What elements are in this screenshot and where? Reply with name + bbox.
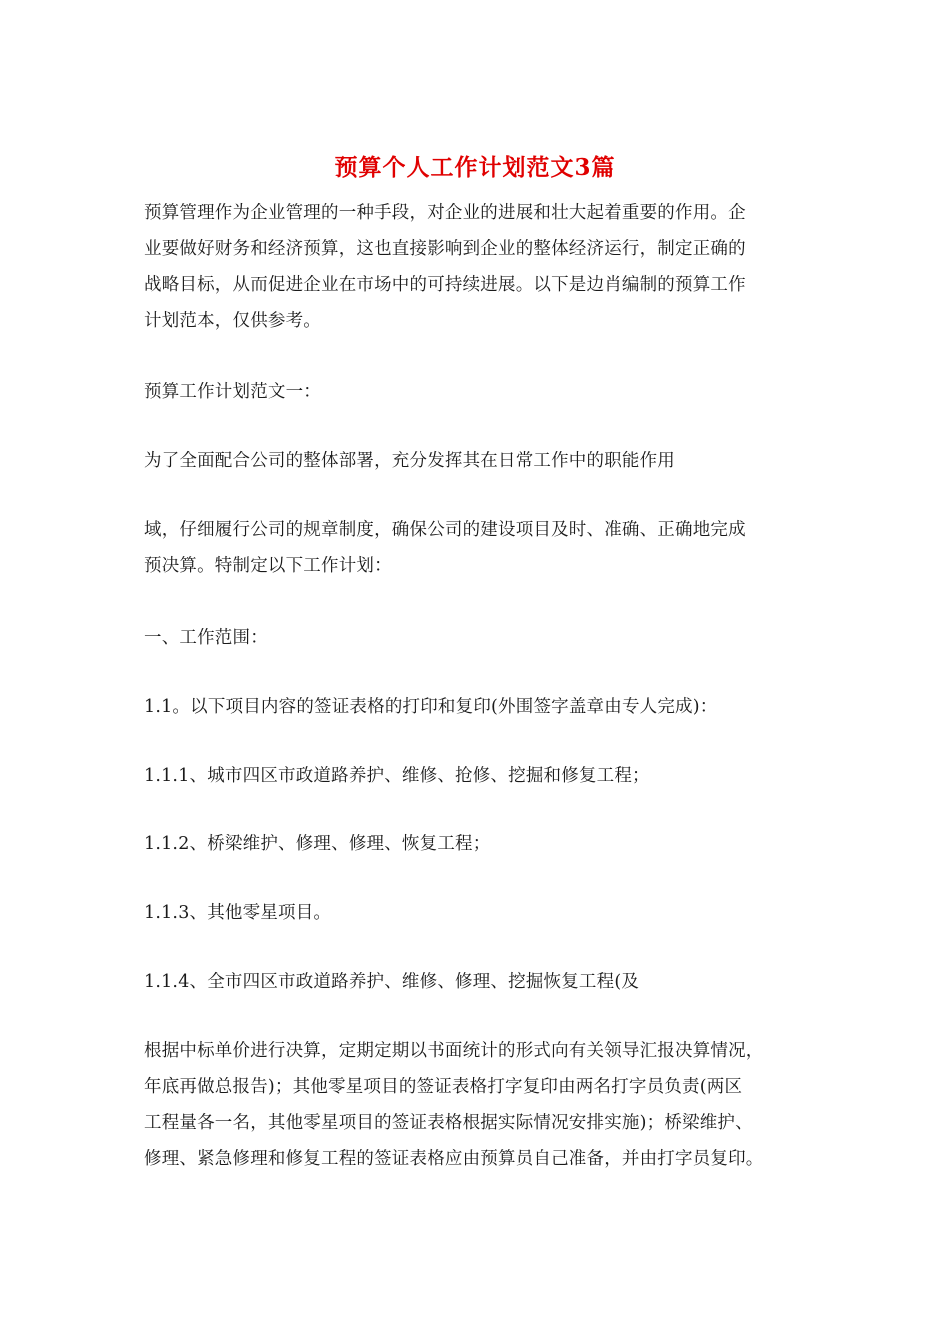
intro-line: 业要做好财务和经济预算，这也直接影响到企业的整体经济运行，制定正确的 <box>144 239 746 259</box>
document-title: 预算个人工作计划范文3篇 <box>334 154 616 181</box>
item-1-1-2 <box>144 826 804 862</box>
settlement-line: 修理、紧急修理和修复工程的签证表格应由预算员自己准备，并由打字员复印。 <box>144 1149 764 1169</box>
item-1-1 <box>144 689 804 725</box>
intro-line: 计划范本，仅供参考。 <box>144 311 321 331</box>
section-heading-text: 预算工作计划范文一： <box>144 382 321 402</box>
purpose-line: 预决算。特制定以下工作计划： <box>144 556 392 576</box>
settlement-line: 根据中标单价进行决算，定期定期以书面统计的形式向有关领导汇报决算情况， <box>144 1041 764 1061</box>
item-text: 1.1.4、全市四区市政道路养护、维修、修理、挖掘恢复工程(及 <box>144 972 640 992</box>
item-1-1-3 <box>144 895 804 931</box>
purpose-line: 域，仔细履行公司的规章制度，确保公司的建设项目及时、准确、正确地完成 <box>144 520 746 540</box>
intro-line: 战略目标，从而促进企业在市场中的可持续进展。以下是边肖编制的预算工作 <box>144 275 746 295</box>
item-text: 1.1.3、其他零星项目。 <box>144 903 332 923</box>
purpose-line: 为了全面配合公司的整体部署，充分发挥其在日常工作中的职能作用 <box>144 451 675 471</box>
scope-heading <box>144 620 804 656</box>
section-heading <box>144 374 804 410</box>
purpose-paragraph-1 <box>144 443 804 479</box>
settlement-paragraph <box>144 1033 804 1177</box>
item-text: 1.1。以下项目内容的签证表格的打印和复印(外围签字盖章由专人完成)： <box>144 697 718 717</box>
intro-paragraph <box>144 195 804 339</box>
settlement-line: 工程量各一名，其他零星项目的签证表格根据实际情况安排实施)；桥梁维护、 <box>144 1113 753 1133</box>
scope-heading-text: 一、工作范围： <box>144 628 268 648</box>
intro-line: 预算管理作为企业管理的一种手段，对企业的进展和壮大起着重要的作用。企 <box>144 203 746 223</box>
item-text: 1.1.2、桥梁维护、修理、修理、恢复工程； <box>144 834 491 854</box>
settlement-line: 年底再做总报告)；其他零星项目的签证表格打字复印由两名打字员负责(两区 <box>144 1077 743 1097</box>
item-1-1-4 <box>144 964 804 1000</box>
item-1-1-1 <box>144 758 804 794</box>
item-text: 1.1.1、城市四区市政道路养护、维修、抢修、挖掘和修复工程； <box>144 766 650 786</box>
purpose-paragraph-2 <box>144 512 804 584</box>
